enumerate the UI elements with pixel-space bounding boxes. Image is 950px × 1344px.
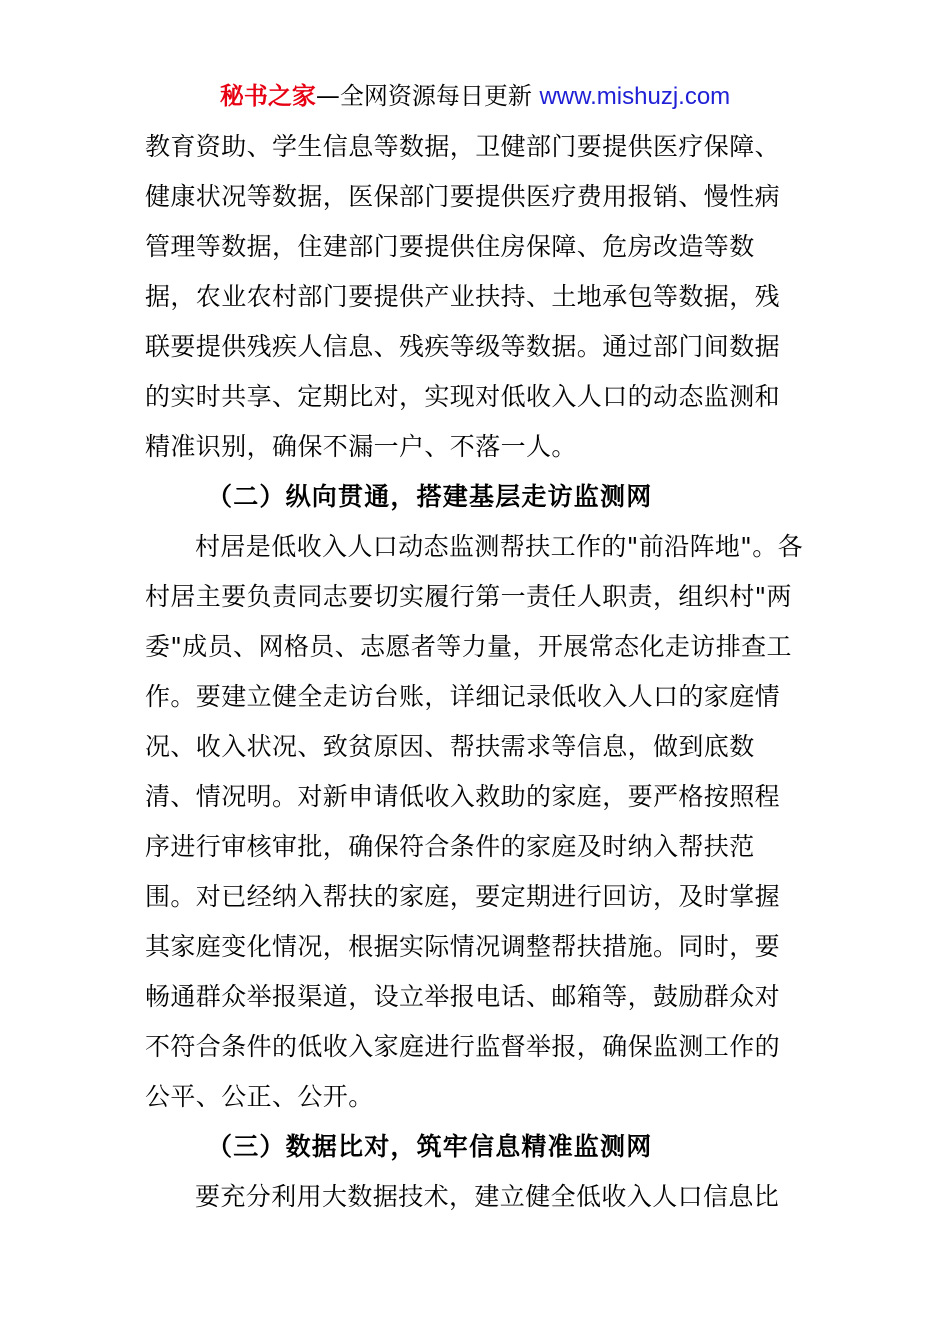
text-line: 联要提供残疾人信息、残疾等级等数据。通过部门间数据: [145, 332, 781, 361]
text-line: 围。对已经纳入帮扶的家庭，要定期进行回访，及时掌握: [145, 882, 781, 911]
text-line: 作。要建立健全走访台账，详细记录低收入人口的家庭情: [145, 682, 781, 711]
text-line: 管理等数据，住建部门要提供住房保障、危房改造等数: [145, 232, 755, 261]
paragraph-first-line: 要充分利用大数据技术，建立健全低收入人口信息比: [195, 1182, 780, 1211]
text-line: 不符合条件的低收入家庭进行监督举报，确保监测工作的: [145, 1032, 781, 1061]
text-line: 健康状况等数据，医保部门要提供医疗费用报销、慢性病: [145, 182, 781, 211]
text-line: 清、情况明。对新申请低收入救助的家庭，要严格按照程: [145, 782, 781, 811]
text-line: 况、收入状况、致贫原因、帮扶需求等信息，做到底数: [145, 732, 755, 761]
text-line: 委"成员、网格员、志愿者等力量，开展常态化走访排查工: [145, 632, 792, 661]
text-line: 教育资助、学生信息等数据，卫健部门要提供医疗保障、: [145, 132, 781, 161]
section-heading: （二）纵向贯通，搭建基层走访监测网: [207, 482, 653, 511]
text-line: 序进行审核审批，确保符合条件的家庭及时纳入帮扶范: [145, 832, 755, 861]
text-line: 的实时共享、定期比对，实现对低收入人口的动态监测和: [145, 382, 781, 411]
text-line: 畅通群众举报渠道，设立举报电话、邮箱等，鼓励群众对: [145, 982, 781, 1011]
section-heading: （三）数据比对，筑牢信息精准监测网: [207, 1132, 653, 1161]
site-url-link[interactable]: www.mishuzj.com: [539, 83, 731, 110]
site-tagline: —全网资源每日更新: [315, 82, 532, 110]
text-line: 其家庭变化情况，根据实际情况调整帮扶措施。同时，要: [145, 932, 781, 961]
site-header: [0, 78, 950, 115]
document-body: [145, 122, 810, 1222]
text-line: 村居主要负责同志要切实履行第一责任人职责，组织村"两: [145, 582, 792, 611]
site-brand: 秘书之家: [219, 82, 316, 110]
paragraph-first-line: 村居是低收入人口动态监测帮扶工作的"前沿阵地"。各: [195, 532, 803, 561]
text-line: 据，农业农村部门要提供产业扶持、土地承包等数据，残: [145, 282, 781, 311]
text-line: 公平、公正、公开。: [145, 1082, 374, 1111]
text-line: 精准识别，确保不漏一户、不落一人。: [145, 432, 577, 461]
